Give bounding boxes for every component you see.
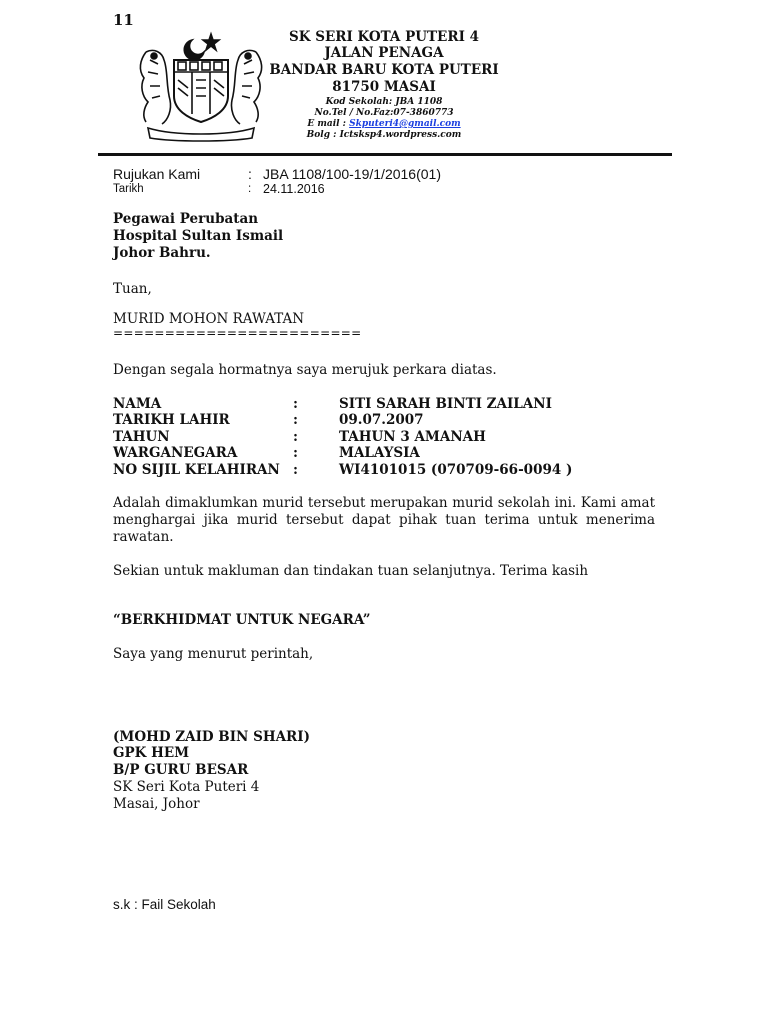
date-label: Tarikh [113,183,144,195]
header-rule [98,153,672,156]
school-email-line [200,119,568,130]
school-street: JALAN PENAGA [324,45,444,61]
body-paragraph-2: Sekian untuk makluman dan tindakan tuan selanjutnya. Terima kasih [113,563,589,579]
closing: Saya yang menurut perintah, [113,646,314,662]
body-paragraph-1: Adalah dimaklumkan murid tersebut merupakan murid sekolah ini. Kami amat menghargai jika murid tersebut dapat pihak tuan terima untuk menerima rawatan. [113,495,655,545]
carbon-copy: s.k : Fail Sekolah [113,897,216,912]
detail-label-dob: TARIKH LAHIR [113,412,230,428]
detail-label-birth-cert: NO SIJIL KELAHIRAN [113,462,280,478]
recipient-line-3: Johor Bahru. [113,245,211,261]
school-phone-fax: No.Tel / No.Faz:07-3860773 [314,108,454,118]
detail-colon: : [293,429,298,445]
school-area: BANDAR BARU KOTA PUTERI [269,62,499,78]
signatory-school: SK Seri Kota Puteri 4 [113,779,260,795]
intro-text: Dengan segala hormatnya saya merujuk perkara diatas. [113,362,497,378]
detail-label-name: NAMA [113,396,162,412]
salutation: Tuan, [113,281,152,297]
signatory-position: GPK HEM [113,745,190,761]
motto: “BERKHIDMAT UNTUK NEGARA” [113,612,371,628]
ref-value: JBA 1108/100-19/1/2016(01) [263,166,441,182]
detail-colon: : [293,396,298,412]
detail-colon: : [293,445,298,461]
school-postcode-city: 81750 MASAI [332,79,436,95]
detail-value-citizenship: MALAYSIA [339,445,420,461]
email-label: E mail : [307,119,350,129]
signatory-name: (MOHD ZAID BIN SHARI) [113,729,310,745]
ref-colon: : [248,166,252,182]
date-colon: : [248,183,252,195]
date-value: 24.11.2016 [263,182,325,196]
school-blog: Bolg : Ictsksp4.wordpress.com [306,130,462,140]
detail-value-name: SITI SARAH BINTI ZAILANI [339,396,552,412]
detail-label-year: TAHUN [113,429,170,445]
detail-colon: : [293,462,298,478]
signatory-on-behalf: B/P GURU BESAR [113,762,249,778]
recipient-line-1: Pegawai Perubatan [113,211,259,227]
ref-label: Rujukan Kami [113,166,201,182]
page-number: 11 [113,11,134,29]
subject-underline: ======================== [113,326,362,340]
school-code: Kod Sekolah: JBA 1108 [325,97,443,107]
detail-value-year: TAHUN 3 AMANAH [339,429,486,445]
detail-colon: : [293,412,298,428]
detail-label-citizenship: WARGANEGARA [113,445,238,461]
school-name: SK SERI KOTA PUTERI 4 [289,29,479,45]
detail-value-birth-cert: WI4101015 (070709-66-0094 ) [339,462,573,478]
subject: MURID MOHON RAWATAN [113,311,305,327]
signatory-location: Masai, Johor [113,796,200,812]
recipient-line-2: Hospital Sultan Ismail [113,228,284,244]
detail-value-dob: 09.07.2007 [339,412,424,428]
email-link[interactable]: Skputeri4@gmail.com [349,119,461,129]
